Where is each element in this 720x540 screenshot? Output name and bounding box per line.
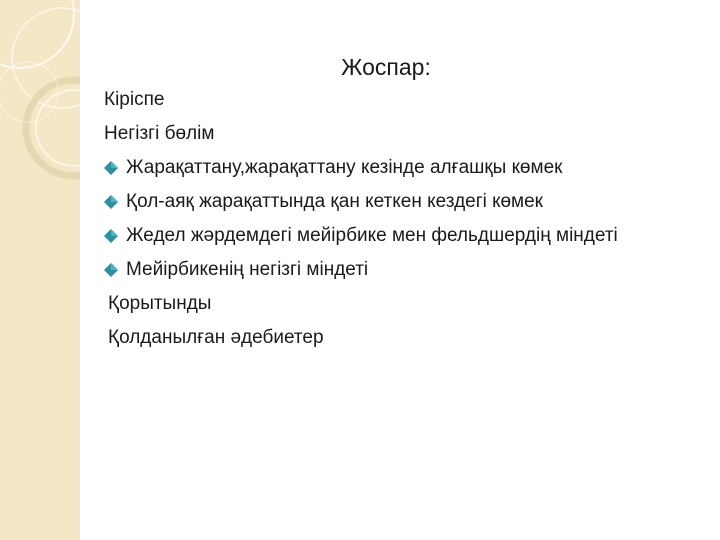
outline-item-conclusion [104,292,684,326]
diamond-bullet-icon [104,263,118,277]
outline-list [104,88,684,360]
decorative-rings-icon [0,0,80,220]
outline-item-main-part [104,122,684,156]
outline-item-text: Жедел жәрдемдегі мейірбике мен фельдшердің міндеті [126,225,618,246]
outline-item-text: Жарақаттану,жарақаттану кезінде алғашқы көмек [126,157,563,178]
outline-item-text: Қолданылған әдебиетер [108,327,324,348]
outline-item-introduction [104,88,684,122]
diamond-bullet-icon [104,229,118,243]
outline-bullet-item [104,190,684,213]
diamond-bullet-icon [104,195,118,209]
outline-item-text: Мейірбикенің негізгі міндеті [126,259,369,280]
outline-item-text: Қол-аяқ жарақаттында қан кеткен кездегі көмек [126,191,543,212]
outline-item-text: Негізгі бөлім [104,123,215,144]
outline-bullet-item [104,224,646,247]
outline-bullet-item [104,258,684,281]
outline-item-text: Қорытынды [108,293,212,314]
outline-bullet-item [104,156,684,179]
outline-item-text: Кіріспе [104,89,165,110]
slide-title: Жоспар: [341,54,431,80]
side-decoration-band [0,0,80,540]
diamond-bullet-icon [104,161,118,175]
outline-item-references [104,326,684,360]
